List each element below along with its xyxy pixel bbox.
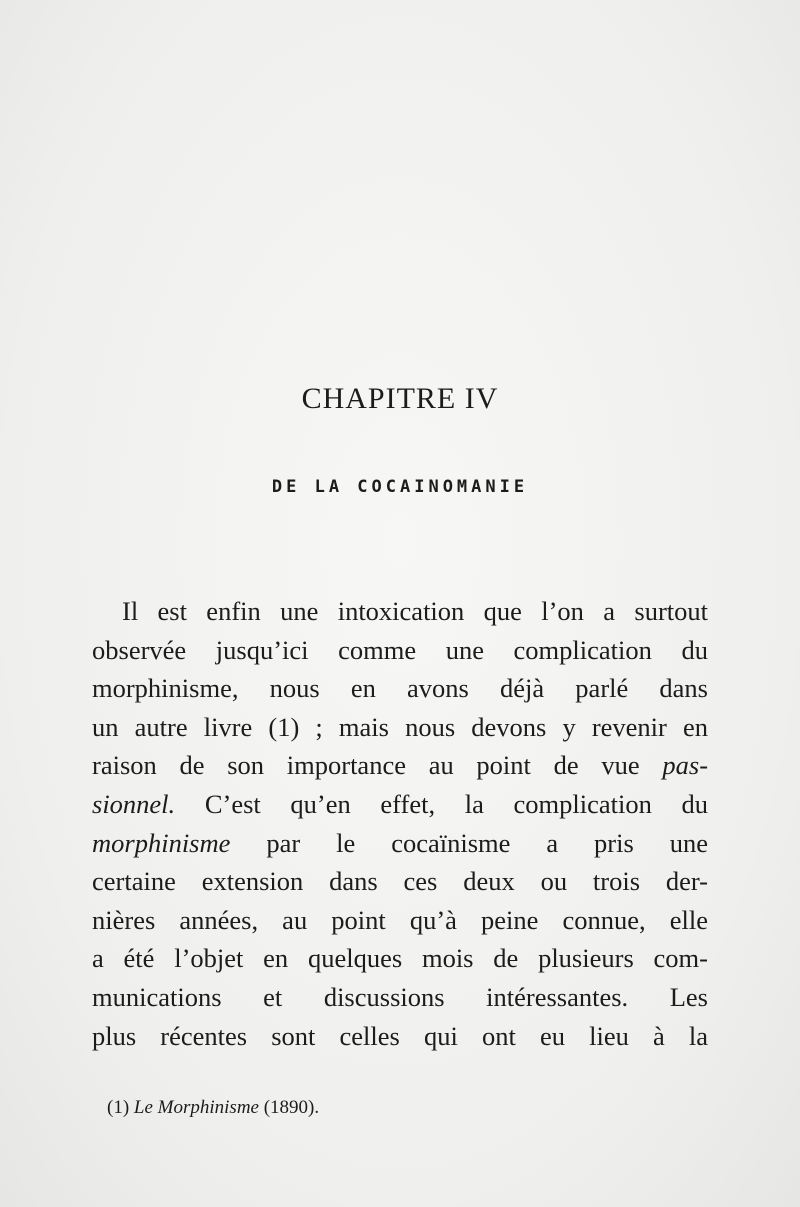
footnote-marker: (1) xyxy=(107,1097,130,1118)
body-paragraph xyxy=(92,592,708,1055)
footnote-year: (1890). xyxy=(263,1097,320,1118)
text-line: un autre livre (1) ; mais nous devons y revenir en xyxy=(92,711,708,742)
text-line: observée jusqu’ici comme une complication du xyxy=(92,634,708,665)
text-line: nières années, au point qu’à peine connue, elle xyxy=(92,904,708,935)
section-title: DE LA COCAINOMANIE xyxy=(271,477,529,498)
footnote xyxy=(107,1097,319,1119)
text-line xyxy=(92,746,708,785)
text-line: a été l’objet en quelques mois de plusieurs com- xyxy=(92,943,708,974)
text-segment: raison de son importance au point de vue xyxy=(92,750,640,781)
text-segment: C’est qu’en effet, la complication du xyxy=(204,788,709,819)
text-line: Il est enfin une intoxication que l’on a surtout xyxy=(122,596,708,626)
text-line xyxy=(92,785,708,824)
footnote-title: Le Morphinisme xyxy=(133,1097,259,1118)
text-line: plus récentes sont celles qui ont eu lieu à la xyxy=(92,1020,708,1051)
text-line: certaine extension dans ces deux ou trois der- xyxy=(92,866,708,897)
italic-text: pas- xyxy=(662,750,709,781)
chapter-title: CHAPITRE IV xyxy=(301,382,499,416)
text-line: morphinisme, nous en avons déjà parlé dans xyxy=(92,673,708,704)
italic-text: sionnel. xyxy=(92,788,176,819)
text-line: munications et discussions intéressantes. Les xyxy=(92,981,708,1012)
text-line xyxy=(92,824,708,863)
text-segment: par le cocaïnisme a pris une xyxy=(266,827,709,858)
italic-text: morphinisme xyxy=(92,827,231,858)
